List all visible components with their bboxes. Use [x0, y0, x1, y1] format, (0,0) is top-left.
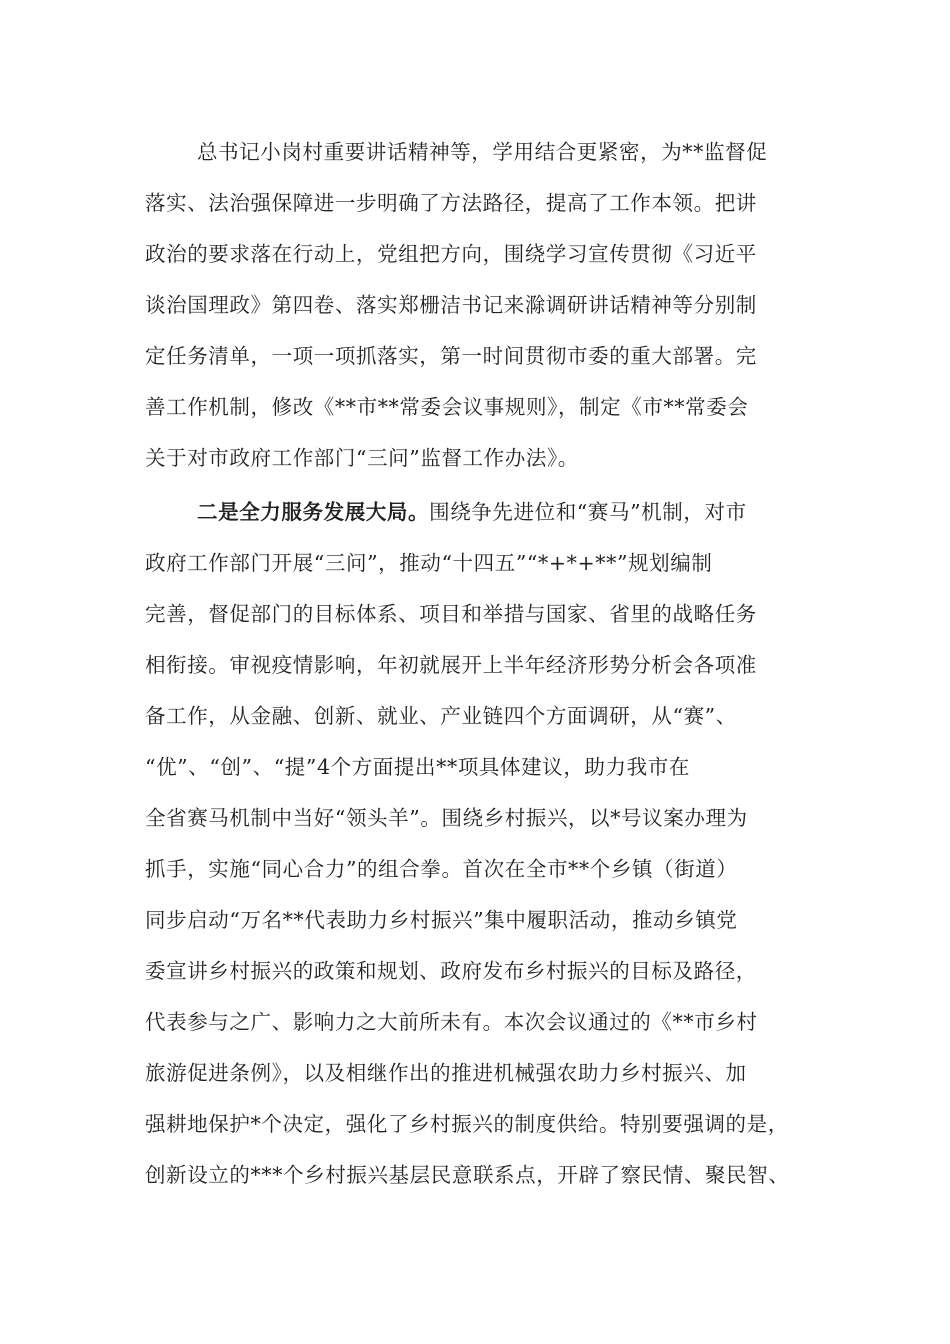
paragraph-2-heading: 二是全力服务发展大局。: [197, 500, 430, 524]
paragraph-2-line-1: [197, 498, 747, 526]
paragraph-2-line-7: 全省赛马机制中当好“领头羊”。围绕乡村振兴，以*号议案办理为: [145, 806, 748, 830]
paragraph-1-line-1: 总书记小岗村重要讲话精神等，学用结合更紧密，为**监督促: [197, 140, 768, 164]
paragraph-2-line-2: 政府工作部门开展“三问”，推动“十四五”“*+*+**”规划编制: [145, 551, 713, 575]
paragraph-1-line-4: 谈治国理政》第四卷、落实郑栅洁书记来滁调研讲话精神等分别制: [145, 293, 757, 317]
paragraph-2-line-6: “优”、“创”、“提”4个方面提出**项具体建议，助力我市在: [145, 755, 690, 779]
paragraph-2-line-1-rest: 围绕争先进位和“赛马”机制，对市: [429, 500, 747, 524]
paragraph-1-line-3: 政治的要求落在行动上，党组把方向，围绕学习宣传贯彻《习近平: [145, 242, 757, 266]
paragraph-2-line-9: 同步启动“万名**代表助力乡村振兴”集中履职活动，推动乡镇党: [145, 908, 738, 932]
paragraph-2-line-8: 抓手，实施“同心合力”的组合拳。首次在全市**个乡镇（街道）: [145, 857, 738, 881]
paragraph-2-line-5: 备工作，从金融、创新、就业、产业链四个方面调研，从“赛”、: [145, 704, 737, 728]
paragraph-2-line-4: 相衔接。审视疫情影响，年初就展开上半年经济形势分析会各项准: [145, 653, 757, 677]
paragraph-1-line-2: 落实、法治强保障进一步明确了方法路径，提高了工作本领。把讲: [145, 191, 757, 215]
paragraph-1-line-7: 关于对市政府工作部门“三问”监督工作办法》。: [145, 446, 579, 470]
paragraph-2-line-3: 完善，督促部门的目标体系、项目和举措与国家、省里的战略任务: [145, 602, 757, 626]
paragraph-2-line-10: 委宣讲乡村振兴的政策和规划、政府发布乡村振兴的目标及路径，: [145, 959, 757, 983]
paragraph-2-line-11: 代表参与之广、影响力之大前所未有。本次会议通过的《**市乡村: [145, 1010, 758, 1034]
paragraph-1-line-6: 善工作机制，修改《**市**常委会议事规则》，制定《市**常委会: [145, 395, 749, 419]
paragraph-2-line-13: 强耕地保护*个决定，强化了乡村振兴的制度供给。特别要强调的是，: [145, 1112, 789, 1136]
paragraph-2-line-14: 创新设立的***个乡村振兴基层民意联系点，开辟了察民情、聚民智、: [145, 1163, 790, 1187]
paragraph-2-line-12: 旅游促进条例》，以及相继作出的推进机械强农助力乡村振兴、加: [145, 1061, 747, 1085]
paragraph-1-line-5: 定任务清单，一项一项抓落实，第一时间贯彻市委的重大部署。完: [145, 344, 757, 368]
